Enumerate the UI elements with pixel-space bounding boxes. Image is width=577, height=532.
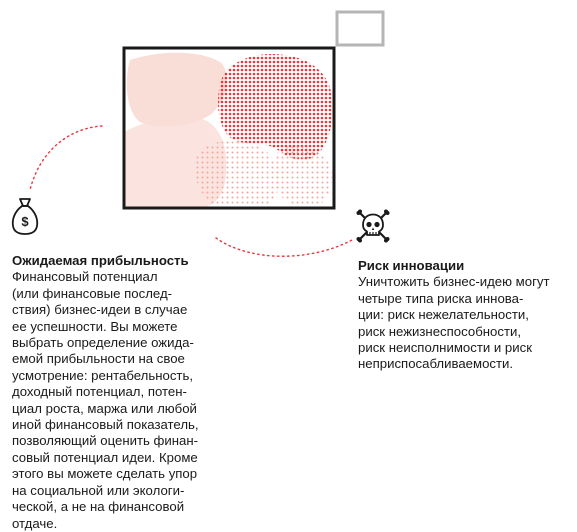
small-square: [337, 12, 383, 45]
risk-title: Риск инновации: [358, 258, 465, 273]
connector-left: [30, 126, 102, 190]
risk-line: ции: риск нежелательности,: [358, 307, 529, 323]
profit-line: выбрать определение ожида-: [12, 335, 194, 351]
profit-line: емой прибыльности на свое: [12, 351, 185, 367]
risk-description: [358, 258, 573, 373]
frame-content: [124, 53, 332, 212]
profit-line: отдаче.: [12, 515, 58, 531]
profit-line: совый потенциал идеи. Кроме: [12, 449, 198, 465]
profit-line: иной финансовый показатель,: [12, 417, 199, 433]
risk-line: четыре типа риска иннова-: [358, 290, 524, 306]
risk-line: риск неисполнимости и риск: [358, 340, 532, 356]
profit-line: позволяющий оценить финан-: [12, 433, 199, 449]
light-blob-top: [127, 53, 227, 127]
profit-line: этого вы можете сделать упор: [12, 466, 198, 482]
profit-line: усмотрение: рентабельность,: [12, 367, 193, 383]
dotted-red-blob-lower: [273, 146, 332, 208]
profit-line: доходный потенциал, потен-: [12, 384, 187, 400]
money-bag-icon: [10, 196, 40, 236]
risk-line: риск нежизнеспособности,: [358, 323, 522, 339]
profit-line: циал роста, маржа или любой: [12, 400, 197, 416]
profit-line: Финансовый потенциал: [12, 269, 158, 285]
skull-crossbones-icon: [355, 208, 391, 244]
risk-line: Уничтожить бизнес-идею могут: [358, 274, 550, 290]
profit-line: на социальной или экологи-: [12, 482, 185, 498]
profit-line: ствия) бизнес-идеи в случае: [12, 302, 188, 318]
profit-title: Ожидаемая прибыльность: [12, 253, 189, 268]
profit-description: [12, 253, 262, 532]
svg-text:$: $: [21, 214, 29, 229]
risk-line: неприспосабливаемости.: [358, 356, 514, 372]
profit-line: ее успешности. Вы можете: [12, 318, 178, 334]
profit-line: ческой, а не на финансовой: [12, 499, 185, 515]
profit-line: (или финансовые послед-: [12, 285, 173, 301]
